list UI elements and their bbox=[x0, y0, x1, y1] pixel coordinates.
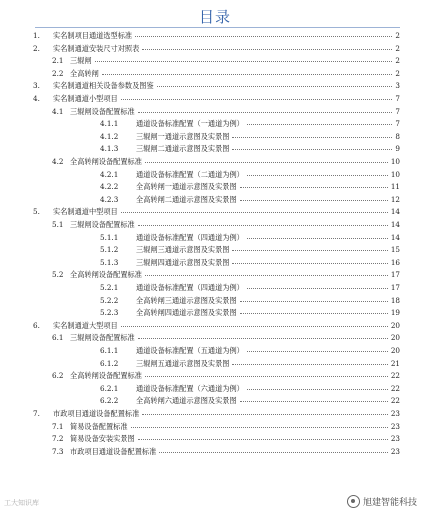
toc-entry-page: 23 bbox=[390, 434, 400, 444]
toc-entry-text: 三辊闸 bbox=[70, 56, 92, 66]
toc-entry-text: 三辊闸设备配置标准 bbox=[70, 106, 135, 116]
toc-entry-number: 5.1.3 bbox=[100, 257, 119, 267]
toc-entry[interactable] bbox=[0, 93, 430, 104]
toc-entry-page: 3 bbox=[395, 81, 400, 91]
toc-entry-number: 4. bbox=[33, 94, 40, 103]
toc-entry-page: 20 bbox=[390, 346, 400, 355]
toc-entry-number: 4.2.2 bbox=[100, 182, 119, 192]
toc-entry-text: 全高转闸四通道示意图及实景图 bbox=[136, 308, 237, 318]
toc-entry-text: 三辊闸三通道示意图及实景图 bbox=[136, 245, 230, 255]
toc-entry-page: 22 bbox=[390, 383, 400, 393]
toc-entry-page: 14 bbox=[390, 220, 400, 229]
toc-entry-text: 通道设备标准配置（五通道为例） bbox=[136, 346, 244, 355]
toc-entry-number: 4.1.3 bbox=[100, 144, 119, 154]
toc-entry-text: 市政项目通道设备配置标准 bbox=[70, 446, 157, 456]
toc-entry-page: 14 bbox=[390, 207, 400, 217]
toc-entry[interactable] bbox=[0, 131, 430, 142]
toc-entry[interactable] bbox=[0, 332, 430, 343]
toc-entry-page: 16 bbox=[390, 257, 400, 267]
toc-entry-page: 19 bbox=[390, 308, 400, 318]
toc-entry-number: 3. bbox=[33, 81, 40, 91]
toc-entry-number: 4.2.1 bbox=[100, 169, 119, 179]
toc-entry-page: 22 bbox=[390, 396, 400, 406]
toc-entry-number: 6.1 bbox=[52, 333, 64, 343]
toc-entry[interactable] bbox=[0, 194, 430, 205]
toc-entry-page: 2 bbox=[395, 68, 400, 78]
toc-entry[interactable] bbox=[0, 433, 430, 444]
toc-entry-text: 全高转闸设备配置标准 bbox=[70, 371, 142, 381]
toc-leader-dots bbox=[159, 452, 388, 453]
toc-leader-dots bbox=[232, 250, 388, 251]
toc-entry[interactable] bbox=[0, 383, 430, 394]
toc-entry-text: 通道设备标准配置（六通道为例） bbox=[136, 383, 244, 393]
toc-entry-text: 三辊闸设备配置标准 bbox=[70, 220, 135, 229]
toc-leader-dots bbox=[95, 61, 392, 62]
toc-entry-page: 23 bbox=[390, 421, 400, 431]
toc-entry[interactable] bbox=[0, 219, 430, 230]
toc-entry[interactable] bbox=[0, 68, 430, 79]
toc-entry-number: 4.2.3 bbox=[100, 194, 119, 204]
toc-entry[interactable] bbox=[0, 446, 430, 457]
toc-entry-number: 7.2 bbox=[52, 434, 64, 444]
toc-entry-number: 6.1.2 bbox=[100, 358, 119, 368]
toc-entry-number: 6.2.2 bbox=[100, 396, 119, 406]
toc-entry-page: 12 bbox=[390, 194, 400, 204]
watermark-right-label: 旭建智能科技 bbox=[362, 498, 417, 508]
toc-entry-text: 实名制通道大型项目 bbox=[53, 320, 118, 330]
toc-entry-page: 9 bbox=[395, 144, 400, 154]
toc-leader-dots bbox=[142, 49, 392, 50]
toc-entry-text: 三辊闸五通道示意图及实景图 bbox=[136, 358, 230, 368]
toc-entry-number: 2.1 bbox=[52, 56, 64, 66]
toc-leader-dots bbox=[121, 326, 388, 327]
toc-entry[interactable] bbox=[0, 118, 430, 129]
toc-entry-number: 1. bbox=[33, 31, 40, 40]
toc-entry-number: 6.2 bbox=[52, 371, 64, 381]
toc-entry-text: 实名制通道中型项目 bbox=[53, 207, 118, 217]
toc-entry-number: 5.2 bbox=[52, 270, 64, 280]
toc-entry[interactable] bbox=[0, 345, 430, 356]
toc-entry-text: 全高转闸 bbox=[70, 68, 99, 78]
toc-entry-page: 15 bbox=[390, 245, 400, 255]
toc-entry[interactable] bbox=[0, 395, 430, 406]
toc-entry-number: 2.2 bbox=[52, 68, 64, 78]
toc-entry[interactable] bbox=[0, 421, 430, 432]
toc-leader-dots bbox=[247, 124, 392, 125]
toc-leader-dots bbox=[145, 275, 388, 276]
toc-entry-number: 4.1.2 bbox=[100, 131, 119, 141]
toc-entry-text: 简易设备安装实景图 bbox=[70, 434, 135, 444]
toc-entry-page: 8 bbox=[395, 131, 400, 141]
toc-leader-dots bbox=[121, 212, 388, 213]
toc-entry[interactable] bbox=[0, 30, 430, 41]
toc-entry-page: 20 bbox=[390, 333, 400, 343]
toc-entry-page: 10 bbox=[390, 169, 400, 179]
toc-entry-text: 三辊闸设备配置标准 bbox=[70, 333, 135, 343]
toc-leader-dots bbox=[135, 36, 392, 37]
toc-leader-dots bbox=[142, 414, 388, 415]
toc-entry-page: 2 bbox=[395, 43, 400, 53]
toc-leader-dots bbox=[138, 338, 388, 339]
toc-entry-number: 5.2.2 bbox=[100, 295, 119, 305]
toc-leader-dots bbox=[247, 175, 388, 176]
toc-leader-dots bbox=[131, 427, 388, 428]
toc-entry-text: 实名制项目通道选型标准 bbox=[53, 31, 133, 40]
toc-entry-number: 5.1.2 bbox=[100, 245, 119, 255]
toc-entry-text: 通道设备标准配置（四通道为例） bbox=[136, 283, 244, 292]
toc-entry-page: 18 bbox=[390, 295, 400, 305]
toc-entry[interactable] bbox=[0, 232, 430, 243]
toc-leader-dots bbox=[145, 162, 388, 163]
toc-entry-number: 5.2.3 bbox=[100, 308, 119, 318]
toc-leader-dots bbox=[138, 225, 388, 226]
toc-entry-number: 4.1.1 bbox=[100, 119, 119, 129]
toc-entry-text: 三辊闸一通道示意图及实景图 bbox=[136, 131, 230, 141]
toc-entry[interactable] bbox=[0, 370, 430, 381]
toc-leader-dots bbox=[121, 99, 392, 100]
toc-leader-dots bbox=[240, 200, 388, 201]
title-divider bbox=[35, 27, 400, 28]
toc-leader-dots bbox=[240, 187, 388, 188]
toc-entry-page: 20 bbox=[390, 320, 400, 330]
wechat-icon bbox=[347, 495, 360, 508]
toc-entry-page: 17 bbox=[390, 270, 400, 280]
toc-entry[interactable] bbox=[0, 169, 430, 180]
toc-entry-text: 全高转闸设备配置标准 bbox=[70, 270, 142, 280]
toc-entry-text: 全高转闸一通道示意图及实景图 bbox=[136, 182, 237, 192]
toc-entry-number: 2. bbox=[33, 43, 40, 53]
toc-entry-page: 7 bbox=[395, 94, 400, 103]
toc-entry-page: 23 bbox=[390, 409, 400, 418]
toc-entry[interactable] bbox=[0, 307, 430, 318]
toc-entry-page: 2 bbox=[395, 56, 400, 66]
toc-entry[interactable] bbox=[0, 43, 430, 54]
toc-leader-dots bbox=[232, 364, 388, 365]
toc-entry-number: 6.1.1 bbox=[100, 346, 119, 355]
toc-entry[interactable] bbox=[0, 156, 430, 167]
toc-entry[interactable] bbox=[0, 320, 430, 331]
toc-leader-dots bbox=[247, 288, 388, 289]
toc-entry[interactable] bbox=[0, 269, 430, 280]
toc-entry-text: 通道设备标准配置（二通道为例） bbox=[136, 169, 244, 179]
toc-entry-number: 5. bbox=[33, 207, 40, 217]
toc-entry-number: 7. bbox=[33, 409, 40, 418]
toc-leader-dots bbox=[102, 74, 392, 75]
toc-leader-dots bbox=[232, 137, 392, 138]
toc-entry-text: 实名制通道相关设备参数及图鉴 bbox=[53, 81, 154, 91]
toc-entry-text: 通道设备标准配置（四通道为例） bbox=[136, 232, 244, 242]
toc-leader-dots bbox=[138, 112, 392, 113]
toc-entry-text: 三辊闸二通道示意图及实景图 bbox=[136, 144, 230, 154]
watermark-left: 工大知识库 bbox=[4, 499, 39, 507]
toc-leader-dots bbox=[157, 86, 392, 87]
toc-entry-text: 实名制通道安装尺寸对照表 bbox=[53, 43, 140, 53]
toc-entry-text: 全高转闸设备配置标准 bbox=[70, 157, 142, 166]
toc-leader-dots bbox=[240, 401, 388, 402]
toc-entry-text: 全高转闸三通道示意图及实景图 bbox=[136, 295, 237, 305]
toc-leader-dots bbox=[247, 238, 388, 239]
toc-entry-number: 7.1 bbox=[52, 421, 64, 431]
toc-entry-number: 4.1 bbox=[52, 106, 64, 116]
toc-entry-number: 6.2.1 bbox=[100, 383, 119, 393]
toc-entry-text: 简易设备配置标准 bbox=[70, 421, 128, 431]
toc-entry-page: 22 bbox=[390, 371, 400, 381]
toc-entry-text: 实名制通道小型项目 bbox=[53, 94, 118, 103]
toc-leader-dots bbox=[232, 149, 392, 150]
toc-leader-dots bbox=[138, 439, 388, 440]
toc-entry-text: 全高转闸二通道示意图及实景图 bbox=[136, 194, 237, 204]
toc-entry[interactable] bbox=[0, 55, 430, 66]
toc-entry[interactable] bbox=[0, 295, 430, 306]
toc-entry[interactable] bbox=[0, 181, 430, 192]
toc-entry-number: 5.1.1 bbox=[100, 232, 119, 242]
toc-entry-number: 7.3 bbox=[52, 446, 64, 456]
toc-entry-text: 市政项目通道设备配置标准 bbox=[53, 409, 140, 418]
toc-entry-page: 10 bbox=[390, 157, 400, 166]
toc-entry-number: 5.2.1 bbox=[100, 283, 119, 292]
toc-entry-page: 11 bbox=[390, 182, 400, 192]
toc-leader-dots bbox=[247, 351, 388, 352]
toc-entry[interactable] bbox=[0, 408, 430, 419]
toc-entry[interactable] bbox=[0, 80, 430, 91]
toc-leader-dots bbox=[145, 376, 388, 377]
toc-entry-number: 5.1 bbox=[52, 220, 64, 229]
toc-entry-text: 通道设备标准配置（一通道为例） bbox=[136, 119, 244, 129]
toc-leader-dots bbox=[240, 301, 388, 302]
toc-leader-dots bbox=[240, 313, 388, 314]
toc-entry-number: 6. bbox=[33, 320, 40, 330]
toc-entry-text: 全高转闸六通道示意图及实景图 bbox=[136, 396, 237, 406]
toc-entry-page: 14 bbox=[390, 232, 400, 242]
toc-entry-page: 7 bbox=[395, 119, 400, 129]
toc-leader-dots bbox=[247, 389, 388, 390]
toc-entry[interactable] bbox=[0, 106, 430, 117]
toc-entry-page: 17 bbox=[390, 283, 400, 292]
toc-entry[interactable] bbox=[0, 244, 430, 255]
toc-entry[interactable] bbox=[0, 358, 430, 369]
toc-entry-page: 23 bbox=[390, 446, 400, 456]
toc-entry[interactable] bbox=[0, 143, 430, 154]
toc-entry-page: 21 bbox=[390, 358, 400, 368]
toc-entry-page: 7 bbox=[395, 106, 400, 116]
toc-title: 目录 bbox=[198, 8, 231, 26]
watermark-right bbox=[344, 494, 420, 509]
toc-entry[interactable] bbox=[0, 282, 430, 293]
toc-entry[interactable] bbox=[0, 206, 430, 217]
toc-leader-dots bbox=[232, 263, 388, 264]
toc-entry-text: 三辊闸四通道示意图及实景图 bbox=[136, 257, 230, 267]
toc-entry[interactable] bbox=[0, 257, 430, 268]
toc-entry-number: 4.2 bbox=[52, 157, 64, 166]
toc-entry-page: 2 bbox=[395, 31, 400, 40]
